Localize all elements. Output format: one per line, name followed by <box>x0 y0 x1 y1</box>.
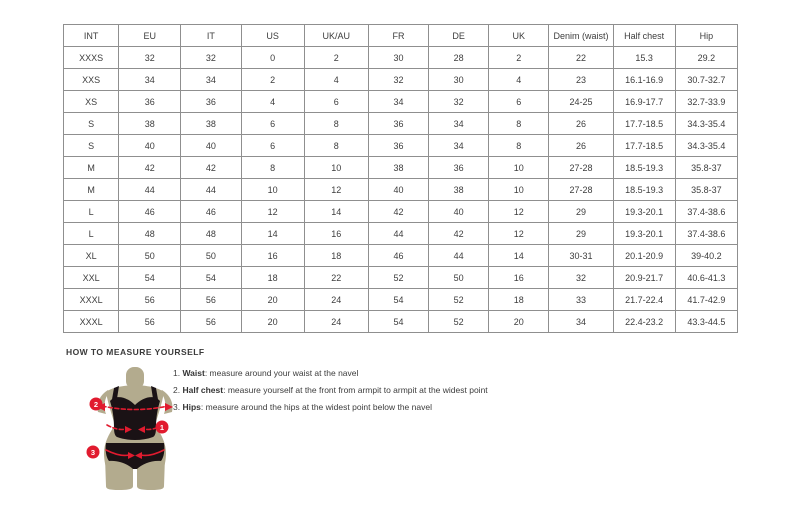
table-cell: 42 <box>119 157 181 179</box>
table-row <box>64 69 738 91</box>
table-cell: 46 <box>181 201 241 223</box>
table-cell: 2 <box>241 69 304 91</box>
table-cell: 50 <box>429 267 489 289</box>
table-cell: M <box>64 179 119 201</box>
table-cell: 32 <box>181 47 241 69</box>
table-cell: 14 <box>489 245 549 267</box>
table-cell: XS <box>64 91 119 113</box>
table-cell: XL <box>64 245 119 267</box>
table-cell: 14 <box>304 201 368 223</box>
table-cell: 12 <box>489 201 549 223</box>
table-cell: 20 <box>241 289 304 311</box>
table-row <box>64 157 738 179</box>
table-cell: 34 <box>119 69 181 91</box>
table-cell: S <box>64 135 119 157</box>
step-label: Waist <box>182 368 205 378</box>
table-cell: 4 <box>304 69 368 91</box>
table-cell: 54 <box>119 267 181 289</box>
table-cell: 36 <box>119 91 181 113</box>
column-header: UK/AU <box>304 25 368 47</box>
table-cell: 42 <box>368 201 428 223</box>
table-cell: 41.7-42.9 <box>675 289 737 311</box>
table-cell: 44 <box>368 223 428 245</box>
table-cell: 22 <box>304 267 368 289</box>
table-cell: 29 <box>549 201 613 223</box>
table-cell: 40 <box>181 135 241 157</box>
table-cell: 27-28 <box>549 179 613 201</box>
table-cell: 27-28 <box>549 157 613 179</box>
table-cell: 23 <box>549 69 613 91</box>
table-cell: 50 <box>119 245 181 267</box>
table-cell: 20 <box>489 311 549 333</box>
table-cell: 10 <box>489 179 549 201</box>
table-cell: XXS <box>64 69 119 91</box>
table-cell: 16 <box>489 267 549 289</box>
table-row <box>64 179 738 201</box>
measurement-mannequin-figure <box>80 365 190 495</box>
table-cell: 30.7-32.7 <box>675 69 737 91</box>
table-cell: 32.7-33.9 <box>675 91 737 113</box>
table-cell: 44 <box>181 179 241 201</box>
table-cell: 32 <box>368 69 428 91</box>
table-cell: S <box>64 113 119 135</box>
table-cell: 4 <box>489 69 549 91</box>
table-cell: 54 <box>368 311 428 333</box>
table-cell: 37.4-38.6 <box>675 223 737 245</box>
table-cell: 24-25 <box>549 91 613 113</box>
table-cell: 36 <box>368 135 428 157</box>
table-cell: 6 <box>489 91 549 113</box>
table-cell: 40 <box>368 179 428 201</box>
column-header: Hip <box>675 25 737 47</box>
table-cell: 28 <box>429 47 489 69</box>
table-cell: 48 <box>181 223 241 245</box>
measure-section-title: HOW TO MEASURE YOURSELF <box>66 347 205 357</box>
table-cell: 34 <box>181 69 241 91</box>
table-cell: 10 <box>489 157 549 179</box>
table-cell: 56 <box>181 311 241 333</box>
table-cell: 40 <box>429 201 489 223</box>
table-cell: 4 <box>241 91 304 113</box>
column-header: DE <box>429 25 489 47</box>
table-cell: M <box>64 157 119 179</box>
table-cell: 26 <box>549 113 613 135</box>
table-cell: 18 <box>241 267 304 289</box>
table-cell: 56 <box>181 289 241 311</box>
table-row <box>64 47 738 69</box>
table-cell: 30 <box>368 47 428 69</box>
table-cell: 8 <box>304 113 368 135</box>
table-cell: 18.5-19.3 <box>613 179 675 201</box>
step-label: Half chest <box>182 385 224 395</box>
table-cell: 18 <box>304 245 368 267</box>
table-cell: 29.2 <box>675 47 737 69</box>
table-cell: XXXS <box>64 47 119 69</box>
table-row <box>64 245 738 267</box>
table-cell: 0 <box>241 47 304 69</box>
table-row <box>64 91 738 113</box>
step-item-hips <box>173 403 488 412</box>
table-cell: 12 <box>489 223 549 245</box>
column-header: EU <box>119 25 181 47</box>
table-cell: 56 <box>119 289 181 311</box>
table-cell: 10 <box>241 179 304 201</box>
table-cell: 24 <box>304 311 368 333</box>
table-cell: 20.1-20.9 <box>613 245 675 267</box>
step-number: 2. <box>173 385 181 395</box>
table-cell: 20.9-21.7 <box>613 267 675 289</box>
table-cell: XXXL <box>64 289 119 311</box>
table-cell: 10 <box>304 157 368 179</box>
table-row <box>64 113 738 135</box>
table-cell: 38 <box>119 113 181 135</box>
table-cell: 40.6-41.3 <box>675 267 737 289</box>
column-header: Denim (waist) <box>549 25 613 47</box>
table-cell: 18.5-19.3 <box>613 157 675 179</box>
table-cell: 8 <box>489 113 549 135</box>
table-cell: 38 <box>181 113 241 135</box>
table-cell: 17.7-18.5 <box>613 113 675 135</box>
table-cell: 21.7-22.4 <box>613 289 675 311</box>
table-cell: 50 <box>181 245 241 267</box>
table-cell: 38 <box>429 179 489 201</box>
table-cell: 34 <box>368 91 428 113</box>
column-header: Half chest <box>613 25 675 47</box>
marker-waist-number: 1 <box>159 423 165 432</box>
table-cell: 12 <box>304 179 368 201</box>
table-cell: 6 <box>304 91 368 113</box>
table-cell: 35.8-37 <box>675 179 737 201</box>
table-cell: 36 <box>368 113 428 135</box>
table-cell: 54 <box>368 289 428 311</box>
step-text: : measure around the hips at the widest point below the navel <box>200 402 432 412</box>
size-conversion-table <box>63 24 738 333</box>
measure-steps-list <box>173 369 488 420</box>
step-item-half-chest <box>173 386 488 395</box>
table-row <box>64 289 738 311</box>
table-cell: 42 <box>429 223 489 245</box>
table-cell: 36 <box>181 91 241 113</box>
step-text: : measure around your waist at the navel <box>204 368 359 378</box>
table-cell: 30 <box>429 69 489 91</box>
table-cell: 35.8-37 <box>675 157 737 179</box>
table-row <box>64 135 738 157</box>
table-cell: 48 <box>119 223 181 245</box>
table-cell: 52 <box>429 289 489 311</box>
column-header: US <box>241 25 304 47</box>
table-cell: 34.3-35.4 <box>675 135 737 157</box>
table-cell: 44 <box>119 179 181 201</box>
table-cell: 8 <box>489 135 549 157</box>
table-cell: 18 <box>489 289 549 311</box>
table-cell: 34 <box>429 135 489 157</box>
table-cell: 16.9-17.7 <box>613 91 675 113</box>
column-header: UK <box>489 25 549 47</box>
table-cell: 2 <box>304 47 368 69</box>
table-cell: 16 <box>241 245 304 267</box>
table-cell: 56 <box>119 311 181 333</box>
table-cell: 26 <box>549 135 613 157</box>
column-header: FR <box>368 25 428 47</box>
table-cell: XXL <box>64 267 119 289</box>
step-number: 3. <box>173 402 181 412</box>
table-cell: 22.4-23.2 <box>613 311 675 333</box>
table-body <box>64 47 738 333</box>
step-number: 1. <box>173 368 181 378</box>
table-cell: 6 <box>241 113 304 135</box>
table-header <box>64 25 738 47</box>
table-cell: 24 <box>304 289 368 311</box>
table-cell: 8 <box>304 135 368 157</box>
table-cell: 52 <box>368 267 428 289</box>
table-cell: 14 <box>241 223 304 245</box>
table-row <box>64 267 738 289</box>
table-cell: 19.3-20.1 <box>613 201 675 223</box>
table-row <box>64 311 738 333</box>
table-header-row <box>64 25 738 47</box>
marker-chest-number: 2 <box>93 400 99 409</box>
table-cell: 34.3-35.4 <box>675 113 737 135</box>
table-cell: 12 <box>241 201 304 223</box>
column-header: INT <box>64 25 119 47</box>
table-cell: 32 <box>549 267 613 289</box>
table-cell: 33 <box>549 289 613 311</box>
table-cell: 30-31 <box>549 245 613 267</box>
step-label: Hips <box>182 402 201 412</box>
table-cell: 20 <box>241 311 304 333</box>
table-cell: 38 <box>368 157 428 179</box>
table-cell: 29 <box>549 223 613 245</box>
table-cell: 34 <box>429 113 489 135</box>
table-cell: 39-40.2 <box>675 245 737 267</box>
table-cell: L <box>64 223 119 245</box>
table-row <box>64 223 738 245</box>
table-cell: 52 <box>429 311 489 333</box>
table-row <box>64 201 738 223</box>
table-cell: 19.3-20.1 <box>613 223 675 245</box>
table-cell: 32 <box>119 47 181 69</box>
table-cell: 37.4-38.6 <box>675 201 737 223</box>
table-cell: 17.7-18.5 <box>613 135 675 157</box>
table-cell: 54 <box>181 267 241 289</box>
table-cell: L <box>64 201 119 223</box>
table-cell: 44 <box>429 245 489 267</box>
table-cell: 42 <box>181 157 241 179</box>
step-item-waist <box>173 369 488 378</box>
table-cell: 43.3-44.5 <box>675 311 737 333</box>
table-cell: XXXL <box>64 311 119 333</box>
table-cell: 36 <box>429 157 489 179</box>
table-cell: 46 <box>368 245 428 267</box>
table-cell: 40 <box>119 135 181 157</box>
table-cell: 15.3 <box>613 47 675 69</box>
table-cell: 2 <box>489 47 549 69</box>
column-header: IT <box>181 25 241 47</box>
marker-hips-number: 3 <box>90 448 96 457</box>
table-cell: 16 <box>304 223 368 245</box>
table-cell: 6 <box>241 135 304 157</box>
table-cell: 8 <box>241 157 304 179</box>
table-cell: 46 <box>119 201 181 223</box>
table-cell: 32 <box>429 91 489 113</box>
table-cell: 34 <box>549 311 613 333</box>
table-cell: 16.1-16.9 <box>613 69 675 91</box>
step-text: : measure yourself at the front from armpit to armpit at the widest point <box>223 385 488 395</box>
table-cell: 22 <box>549 47 613 69</box>
